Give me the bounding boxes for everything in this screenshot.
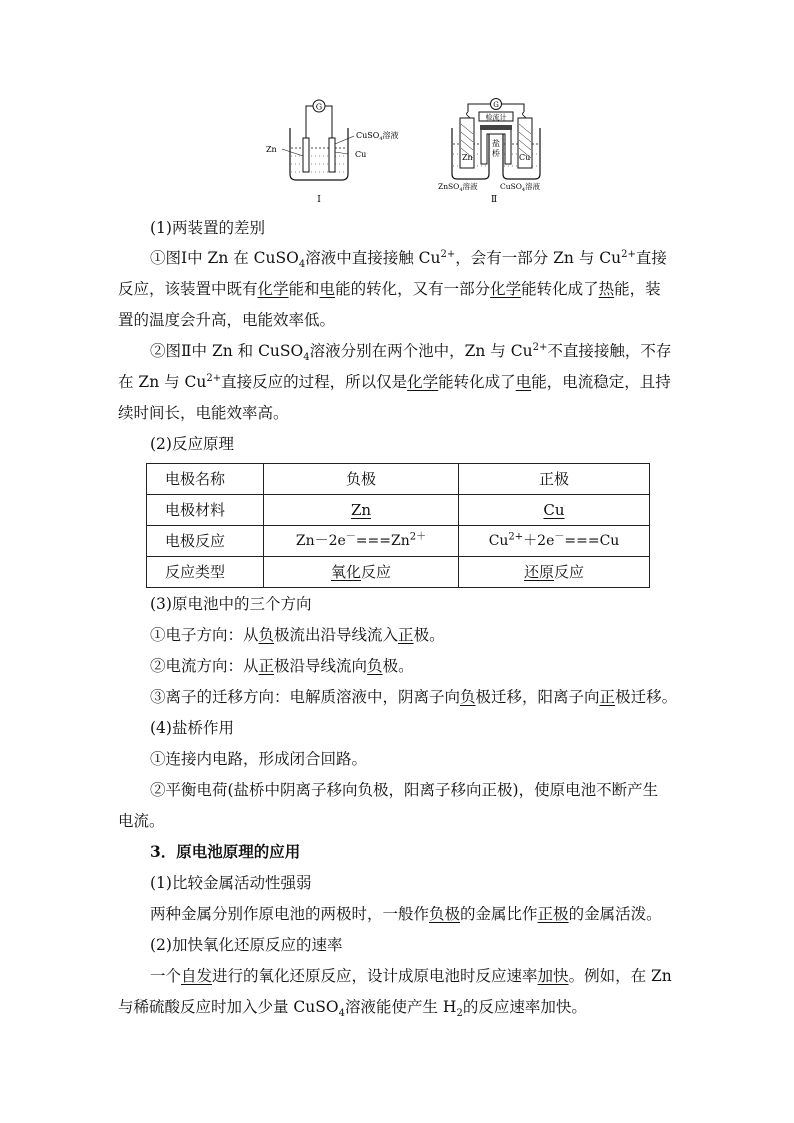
table-cell: 电极材料 bbox=[147, 495, 264, 526]
table-cell: Cu bbox=[459, 495, 650, 526]
paragraph-1-line-2: 反应，该装置中既有化学能和电能的转化，又有一部分化学能转化成了热能，装 bbox=[118, 280, 661, 298]
paragraph-2-line-1: ②图Ⅱ中 Zn 和 CuSO$_4$溶液分别在两个池中，Zn 与 $Cu^{2+}$不直接接触，不存 bbox=[150, 341, 672, 364]
paragraph-1-line-3: 置的温度会升高，电能效率低。 bbox=[118, 311, 336, 329]
application-2-title: (2)加快氧化还原反应的速率 bbox=[150, 936, 343, 954]
section-2-title: (2)反应原理 bbox=[150, 435, 234, 453]
ammeter-label: 检流计 bbox=[485, 113, 507, 122]
table-header-cell: 负极 bbox=[264, 464, 459, 495]
section-3-title: (3)原电池中的三个方向 bbox=[150, 595, 312, 613]
table-cell: Zn bbox=[264, 495, 459, 526]
table-cell: $Zn-2e^-===Zn^{2+}$ bbox=[264, 526, 459, 557]
table-row bbox=[147, 526, 650, 557]
cu-label-one: Cu bbox=[355, 150, 367, 159]
salt-bridge-role-2-line-2: 电流。 bbox=[118, 812, 165, 830]
galvanometer-label-one: G bbox=[315, 102, 323, 112]
caption-two: Ⅱ bbox=[490, 195, 498, 205]
apparatus-one bbox=[266, 100, 399, 205]
electrochemical-cell-figure bbox=[262, 94, 562, 214]
apparatus-two bbox=[438, 99, 541, 206]
heading-3: 3．原电池原理的应用 bbox=[150, 842, 301, 861]
direction-current: ②电流方向：从正极沿导线流向负极。 bbox=[150, 657, 414, 675]
paragraph-2-line-3: 续时间长，电能效率高。 bbox=[118, 404, 289, 422]
cuso4-label-one: CuSO$_4$溶液 bbox=[356, 131, 399, 142]
salt-bridge-role-1: ①连接内电路，形成闭合回路。 bbox=[150, 750, 368, 768]
salt-bridge-role-2-line-1: ②平衡电荷(盐桥中阴离子移向负极，阳离子移向正极)，使原电池不断产生 bbox=[150, 781, 659, 799]
zn-label-two: Zn bbox=[462, 153, 473, 162]
cu-label-two: Cu bbox=[519, 153, 531, 162]
cuso4-label-two: CuSO$_4$溶液 bbox=[500, 182, 541, 193]
paragraph-2-line-2: 在 Zn 与 $Cu^{2+}$直接反应的过程，所以仅是化学能转化成了电能，电流稳定，且持 bbox=[118, 372, 671, 391]
direction-ion: ③离子的迁移方向：电解质溶液中，阴离子向负极迁移，阳离子向正极迁移。 bbox=[150, 688, 678, 706]
zn-label-one: Zn bbox=[266, 145, 277, 154]
table-header-cell: 正极 bbox=[459, 464, 650, 495]
table-cell: 还原反应 bbox=[459, 557, 650, 588]
table-cell: 氧化反应 bbox=[264, 557, 459, 588]
application-1-text: 两种金属分别作原电池的两极时，一般作负极的金属比作正极的金属活泼。 bbox=[150, 905, 662, 923]
application-2-line-2: 与稀硫酸反应时加入少量 CuSO$_4$溶液能使产生 $H_2$的反应速率加快。 bbox=[118, 998, 587, 1020]
salt-bridge-label-2: 桥 bbox=[492, 149, 500, 158]
section-4-title: (4)盐桥作用 bbox=[150, 719, 234, 737]
caption-one: Ⅰ bbox=[317, 195, 321, 205]
table-header-cell: 电极名称 bbox=[147, 464, 264, 495]
section-1-title: (1)两装置的差别 bbox=[150, 219, 265, 237]
application-1-title: (1)比较金属活动性强弱 bbox=[150, 874, 312, 892]
table-row bbox=[147, 557, 650, 588]
table-cell: 电极反应 bbox=[147, 526, 264, 557]
salt-bridge-label-1: 盐 bbox=[492, 139, 500, 148]
table-cell: $Cu^{2+}+2e^-===Cu$ bbox=[459, 526, 650, 557]
table-row bbox=[147, 464, 650, 495]
table-row bbox=[147, 495, 650, 526]
znso4-label: ZnSO$_4$溶液 bbox=[438, 182, 478, 193]
paragraph-1-line-1: ①图Ⅰ中 Zn 在 CuSO$_4$溶液中直接接触 $Cu^{2+}$，会有一部分 Zn 与 $Cu^{2+}$直接 bbox=[150, 248, 667, 271]
direction-electron: ①电子方向：从负极流出沿导线流入正极。 bbox=[150, 626, 445, 644]
application-2-line-1: 一个自发进行的氧化还原反应，设计成原电池时反应速率加快。例如，在 Zn bbox=[150, 967, 672, 985]
galvanometer-label-two: G bbox=[493, 101, 499, 109]
reaction-principle-table bbox=[146, 463, 650, 588]
table-cell: 反应类型 bbox=[147, 557, 264, 588]
